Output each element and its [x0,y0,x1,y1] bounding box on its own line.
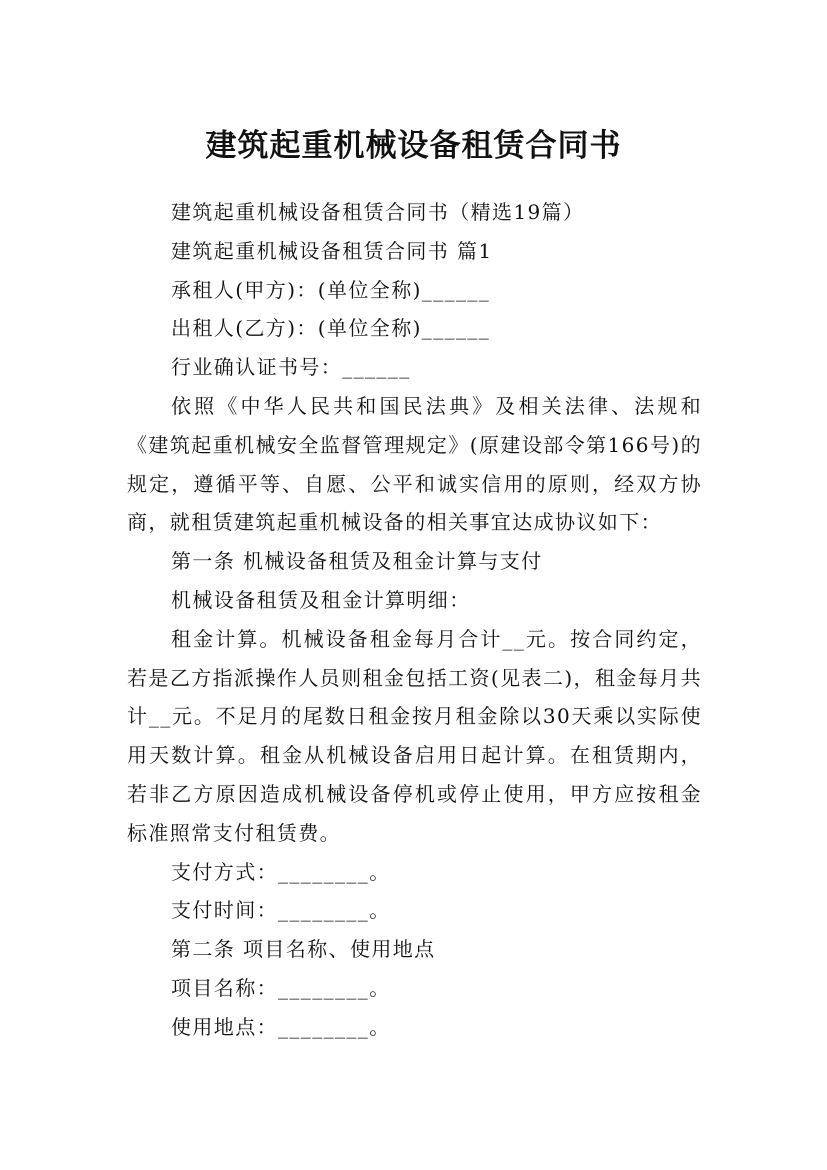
article-2-heading: 第二条 项目名称、使用地点 [171,937,436,962]
article-1-heading: 第一条 机械设备租赁及租金计算与支付 [171,549,543,574]
document-title: 建筑起重机械设备租赁合同书 [205,127,622,164]
document-body [127,193,702,1047]
preamble-paragraph: 依照《中华人民共和国民法典》及相关法律、法规和《建筑起重机械安全监督管理规定》(原建设部令第166号)的规定，遵循平等、自愿、公平和诚实信用的原则，经双方协商，就租赁建筑起重机械设备的相关事宜达成协议如下： [127,393,702,535]
rental-detail-heading: 机械设备租赁及租金计算明细： [171,587,471,612]
lessor-line: 出租人(乙方)：(单位全称)______ [171,316,491,341]
certificate-line: 行业确认证书号：______ [171,355,411,380]
usage-location-line: 使用地点：________。 [171,1014,391,1039]
lessee-line: 承租人(甲方)：(单位全称)______ [171,277,491,302]
payment-method-line: 支付方式：________。 [171,859,391,884]
project-name-line: 项目名称：________。 [171,975,391,1000]
payment-time-line: 支付时间：________。 [171,898,391,923]
subtitle-line: 建筑起重机械设备租赁合同书（精选19篇） [171,200,585,224]
rent-calculation-paragraph: 租金计算。机械设备租金每月合计__元。按合同约定，若是乙方指派操作人员则租金包括工资(见表二)，租金每月共计__元。不足月的尾数日租金按月租金除以30天乘以实际使用天数计算。租金从机械设备启用日起计算。在租赁期内，若非乙方原因造成机械设备停机或停止使用，甲方应按租金标准照常支付租赁费。 [127,626,702,845]
chapter-heading: 建筑起重机械设备租赁合同书 篇1 [171,238,493,263]
